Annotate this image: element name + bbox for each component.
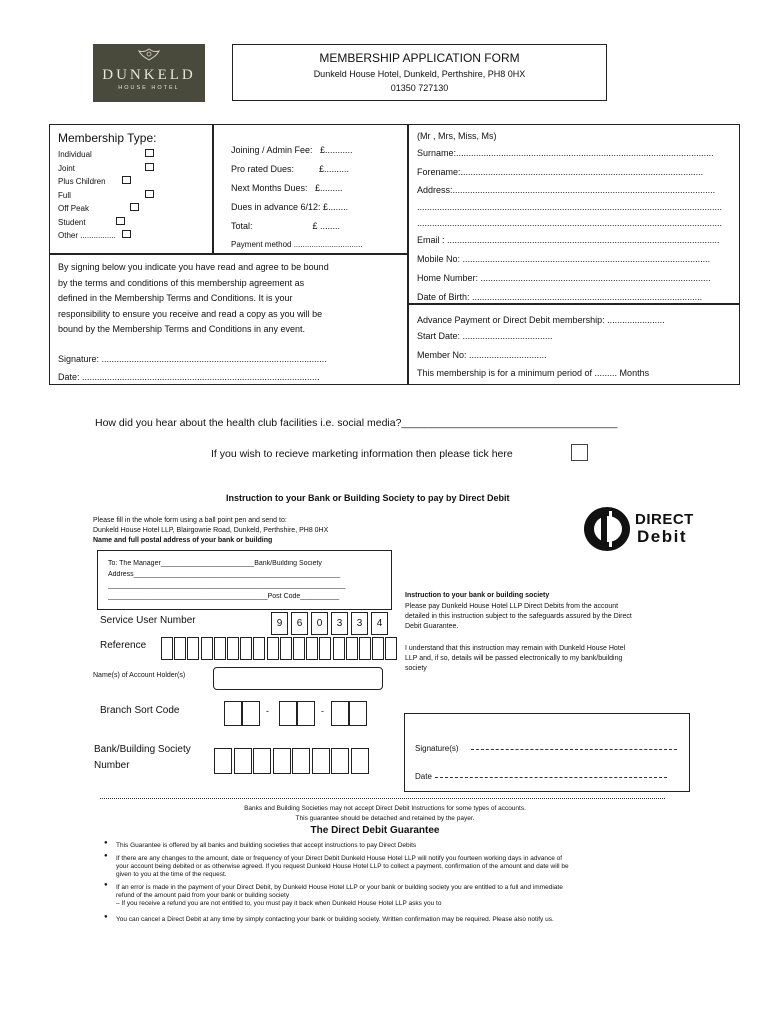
bank-address-line[interactable]: To: The Manager________________________Bank/Building Society [108,560,322,567]
reference-cell[interactable] [346,637,358,660]
dd-intro-3: Name and full postal address of your bank or building [93,537,273,544]
fee-line[interactable]: Next Months Dues: £......... [231,183,343,193]
account-number-cell[interactable] [292,748,310,774]
membership-type-checkbox[interactable] [145,163,154,171]
account-number-label-2: Number [94,760,130,771]
service-user-number-label: Service User Number [100,615,196,626]
membership-type-label: Individual [58,150,92,159]
agreement-text-line: by the terms and conditions of this membership agreement as [58,277,305,288]
guarantee-text-line: your account being debited or as otherwise agreed. If you request Dunkeld House Hotel LLP to collect a payment, confirmation of the amount and date will be [116,863,569,870]
footer-note-1: Banks and Building Societies may not accept Direct Debit Instructions for some types of accounts. [244,805,526,812]
fees-box [213,124,408,254]
reference-cell[interactable] [214,637,226,660]
dd-logo-top: DIRECT [635,511,694,528]
reference-cell[interactable] [306,637,318,660]
bank-address-line[interactable]: Address_____________________________________________________ [108,571,341,578]
membership-type-checkbox[interactable] [122,230,131,238]
instruction-text-line: Please pay Dunkeld House Hotel LLP Direct Debits from the account [405,603,619,610]
guarantee-text-line: You can cancel a Direct Debit at any time by simply contacting your bank or building society. Written confirmation may be required. Please also notify us. [116,916,554,923]
account-number-cell[interactable] [253,748,271,774]
account-number-cell[interactable] [214,748,232,774]
reference-cell[interactable] [280,637,292,660]
service-user-digit: 3 [351,612,368,635]
account-number-cell[interactable] [312,748,330,774]
fee-line[interactable]: Total: £ ........ [231,221,341,231]
membership-type-checkbox[interactable] [145,149,154,157]
guarantee-title: The Direct Debit Guarantee [310,825,440,836]
understand-text-line: I understand that this instruction may remain with Dunkeld House Hotel [405,645,626,652]
guarantee-text-line: – If you receive a refund you are not entitled to, you must pay it back when Dunkeld House Hotel LLP asks you to [116,900,442,907]
form-title: MEMBERSHIP APPLICATION FORM [319,51,520,65]
advance-payment-box [408,304,740,385]
understand-text-line: LLP and, if so, details will be passed electronically to my bank/building [405,655,623,662]
guarantee-text-line: refund of the amount paid from your bank or building society [116,892,290,899]
sort-code-cell[interactable] [242,701,260,726]
hotel-logo [93,44,205,102]
sort-code-cell[interactable] [224,701,242,726]
reference-cell[interactable] [174,637,186,660]
advance-line-1[interactable]: Advance Payment or Direct Debit membership: ....................... [417,315,665,325]
bank-address-box [97,550,392,610]
advance-line-3[interactable]: Member No: ............................... [417,350,547,360]
reference-cell[interactable] [253,637,265,660]
account-number-cell[interactable] [351,748,369,774]
membership-type-label: Student [58,217,86,227]
direct-debit-logo [583,505,733,553]
dd-logo-bottom: Debit [637,527,687,546]
bank-address-line[interactable]: _____________________________________________________________ [108,582,346,589]
membership-type-heading: Membership Type: [58,131,157,145]
account-number-cell[interactable] [273,748,291,774]
account-number-boxes[interactable] [214,748,374,774]
sort-code-cell[interactable] [349,701,367,726]
service-user-digit: 9 [271,612,288,635]
agreement-text-line: bound by the Membership Terms and Conditions in any event. [58,324,305,334]
guarantee-text-line: If an error is made in the payment of your Direct Debit, by Dunkeld House Hotel LLP or your bank or building society you are entitled to a full and immediate [116,884,563,891]
direct-debit-emblem-icon [583,505,633,553]
membership-type-label: Joint [58,163,75,173]
personal-field[interactable]: Home Number: ............................................................................................ [417,273,711,283]
agreement-text-line: By signing below you indicate you have read and agree to be bound [58,262,329,272]
agreement-text-line: defined in the Membership Terms and Conditions. It is your [58,293,293,303]
reference-cell[interactable] [187,637,199,660]
dd-signature-label: Signature(s) [415,744,459,753]
agreement-signature[interactable]: Signature: .......................................................................................... [58,354,327,364]
hotel-address: Dunkeld House Hotel, Dunkeld, Perthshire, PH8 0HX [313,69,526,79]
agreement-text-line: responsibility to ensure you receive and read a copy as you will be [58,308,323,319]
understand-text-line: society [405,665,427,672]
bullet-dot: ● [104,853,108,859]
marketing-checkbox[interactable] [571,444,588,461]
bullet-dot: ● [104,914,108,920]
logo-sub: HOUSE HOTEL [118,85,180,91]
dd-date-line[interactable] [435,777,667,778]
hotel-phone: 01350 727130 [390,83,449,93]
guarantee-text-line: If there are any changes to the amount, date or frequency of your Direct Debit Dunkeld House Hotel LLP will notify you fourteen working days in advance of [116,855,563,862]
agreement-date[interactable]: Date: ............................................................................................... [58,372,320,382]
title-options: (Mr , Mrs, Miss, Ms) [417,131,497,141]
dd-intro-1: Please fill in the whole form using a ball point pen and send to: [93,517,287,524]
logo-name: DUNKELD [102,67,196,83]
detach-line [100,798,665,799]
service-user-digit: 4 [371,612,388,635]
membership-type-checkbox[interactable] [116,217,125,225]
social-media-question[interactable]: How did you hear about the health club facilities i.e. social media?_____________________________________ [95,417,618,429]
membership-type-label: Off Peak [58,204,89,213]
fee-line[interactable]: Pro rated Dues: £.......... [231,164,350,174]
instruction-text-line: Debit Guarantee. [405,623,459,630]
sort-code-dash: - [321,706,324,716]
bullet-dot: ● [104,840,108,846]
instruction-heading: Instruction to your bank or building society [405,592,550,599]
membership-type-box [49,124,213,254]
membership-type-checkbox[interactable] [145,190,154,198]
personal-field[interactable]: Forename:................................................................................................. [417,167,704,177]
header-box [232,44,607,101]
reference-cell[interactable] [240,637,252,660]
personal-field[interactable]: Date of Birth: ............................................................................................ [417,292,703,302]
sort-code-boxes[interactable] [224,701,374,726]
personal-field[interactable]: .......................................................................................................................... [417,202,723,212]
account-holder-label: Name(s) of Account Holder(s) [93,672,186,679]
personal-field[interactable]: Email : ............................................................................................................. [417,235,720,245]
dd-heading: Instruction to your Bank or Building Society to pay by Direct Debit [226,493,510,503]
membership-type-checkbox[interactable] [130,203,139,211]
dd-intro-2: Dunkeld House Hotel LLP, Blairgowrie Road, Dunkeld, Perthshire, PH8 0HX [93,527,329,534]
sort-code-cell[interactable] [331,701,349,726]
agreement-box [49,254,408,385]
sort-code-cell[interactable] [297,701,315,726]
service-user-digit: 6 [291,612,308,635]
reference-cell[interactable] [201,637,213,660]
membership-type-label: Plus Children [58,177,106,186]
sort-code-label: Branch Sort Code [100,705,180,716]
personal-field[interactable]: Address:......................................................................................................... [417,185,716,195]
personal-field[interactable]: Mobile No: ................................................................................................... [417,254,711,264]
sort-code-cell[interactable] [279,701,297,726]
membership-type-label: Other ................ [58,231,116,240]
personal-field[interactable]: Surname:....................................................................................................... [417,148,714,158]
reference-cell[interactable] [319,637,331,660]
personal-field[interactable]: .......................................................................................................................... [417,218,723,228]
crest-icon [134,48,164,62]
reference-cell[interactable] [267,637,279,660]
account-number-label-1: Bank/Building Society [94,744,191,755]
marketing-text: If you wish to recieve marketing information then please tick here [211,448,513,460]
reference-cell[interactable] [385,637,397,660]
bank-address-line[interactable]: _________________________________________Post Code__________ [108,593,340,600]
dd-signature-line[interactable] [471,749,677,750]
advance-line-2[interactable]: Start Date: .................................... [417,331,553,341]
membership-type-checkbox[interactable] [122,176,131,184]
fee-line[interactable]: Joining / Admin Fee: £........... [231,145,353,155]
reference-cell[interactable] [293,637,305,660]
advance-line-4[interactable]: This membership is for a minimum period of ......... Months [417,368,650,378]
reference-cell[interactable] [359,637,371,660]
reference-cell[interactable] [161,637,173,660]
service-user-digit: 0 [311,612,328,635]
fee-line[interactable]: Payment method ............................... [231,240,363,249]
service-user-number [271,612,391,635]
personal-details-box [408,124,740,304]
reference-cell[interactable] [227,637,239,660]
reference-boxes[interactable] [161,637,401,660]
instruction-text-line: detailed in this instruction subject to the safeguards assured by the Direct [405,613,632,620]
guarantee-text-line: This Guarantee is offered by all banks and building societies that accept instructions to pay Direct Debits [116,842,417,849]
service-user-digit: 3 [331,612,348,635]
account-number-cell[interactable] [234,748,252,774]
footer-note-2: This guarantee should be detached and retained by the payer. [295,815,475,822]
fee-line[interactable]: Dues in advance 6/12: £........ [231,202,349,212]
reference-cell[interactable] [333,637,345,660]
guarantee-text-line: given to you at the time of the request. [116,871,227,878]
account-number-cell[interactable] [331,748,349,774]
account-holder-input[interactable] [213,667,383,690]
dd-signature-box [404,713,690,792]
bullet-dot: ● [104,882,108,888]
dd-date-label: Date [415,772,432,781]
reference-cell[interactable] [372,637,384,660]
sort-code-dash: - [266,706,269,716]
reference-label: Reference [100,640,147,651]
membership-type-label: Full [58,190,71,200]
